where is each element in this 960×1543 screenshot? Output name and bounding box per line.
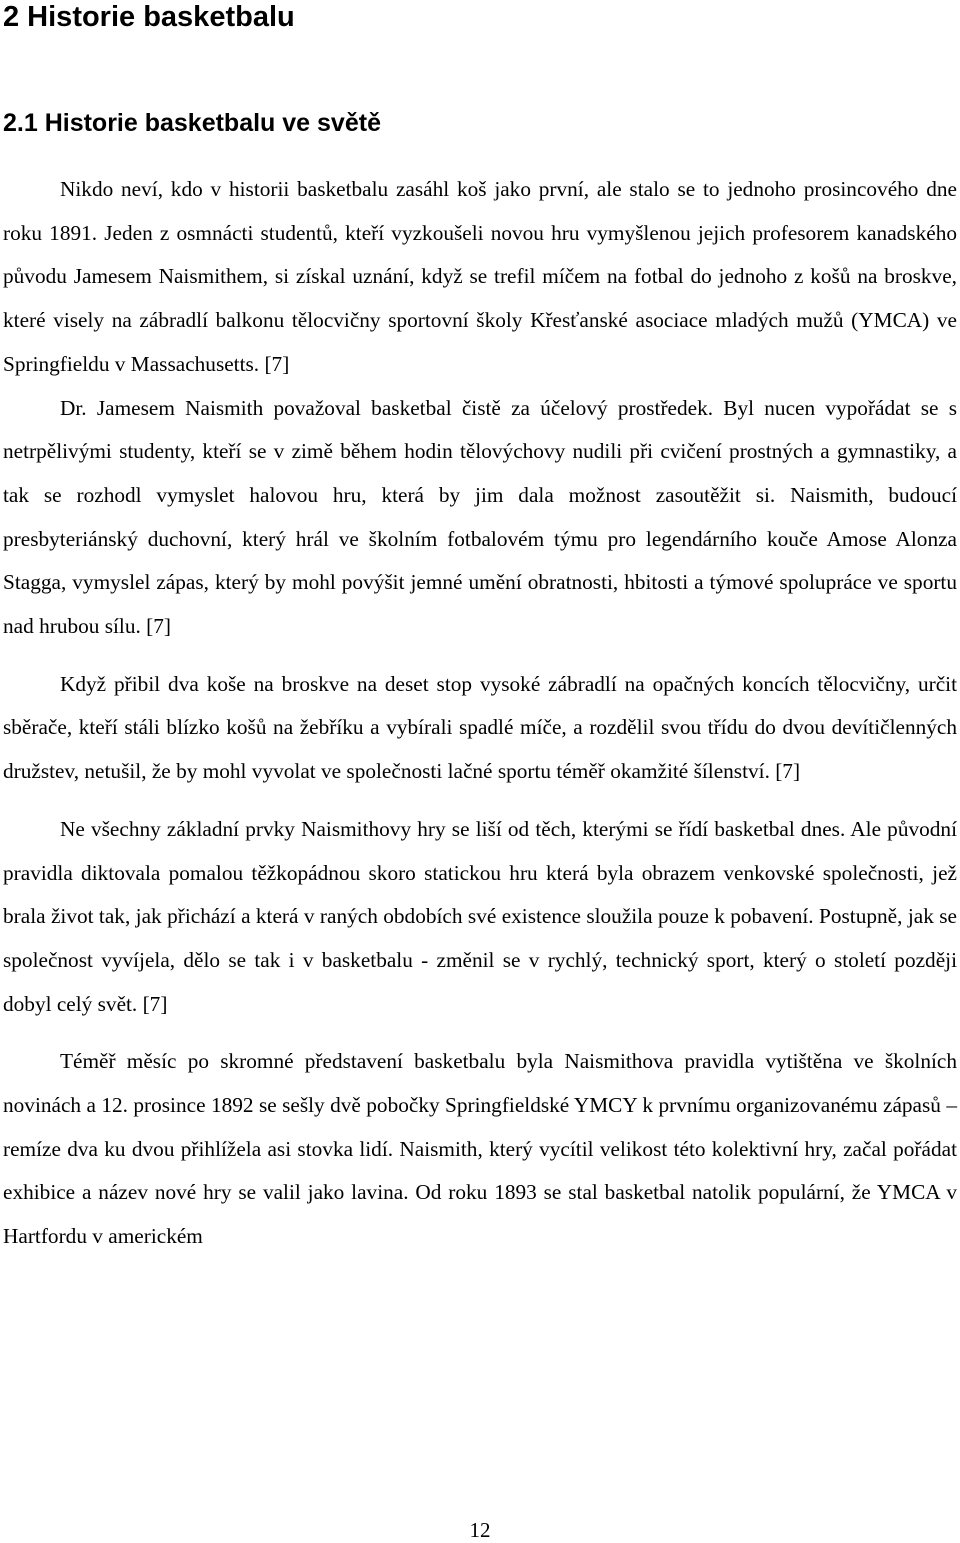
section-heading: 2.1 Historie basketbalu ve světě xyxy=(3,109,381,137)
paragraph-1: Nikdo neví, kdo v historii basketbalu zasáhl koš jako první, ale stalo se to jednoho prosincového dne roku 1891. Jeden z osmnácti studentů, kteří vyzkoušeli novou hru vymyšlenou jejich profesorem kanadského původu Jamesem Naismithem, si získal uznání, když se trefil míčem na fotbal do jednoho z košů na broskve, které visely na zábradlí balkonu tělocvičny sportovní školy Křesťanské asociace mladých mužů (YMCA) ve Springfieldu v Massachusetts. [7] xyxy=(3,177,957,376)
paragraph-4: Ne všechny základní prvky Naismithovy hry se liší od těch, kterými se řídí basketbal dnes. Ale původní pravidla diktovala pomalou těžkopádnou skoro statickou hru která byla obrazem venkovské společnosti, jež brala život tak, jak přichází a která v raných obdobích své existence sloužila pouze k pobavení. Postupně, jak se společnost vyvíjela, dělo se tak i v basketbalu - změnil se v rychlý, technický sport, který o století později dobyl celý svět. [7] xyxy=(3,816,957,1016)
paragraph-5: Téměř měsíc po skromné představení basketbalu byla Naismithova pravidla vytištěna ve školních novinách a 12. prosince 1892 se sešly dvě pobočky Springfieldské YMCY k prvnímu organizovanému zápasů – remíze dva ku dvou přihlížela asi stovka lidí. Naismith, který vycítil velikost této kolektivní hry, začal pořádat exhibice a název nové hry se valil jako lavina. Od roku 1893 se stal basketbal natolik populární, že YMCA v Hartfordu v americkém xyxy=(3,1049,957,1249)
paragraph-3: Když přibil dva koše na broskve na deset stop vysoké zábradlí na opačných koncích tělocvičny, určit sběrače, kteří stáli blízko košů na žebříku a vybírali spadlé míče, a rozdělil svou třídu do dvou devítičlenných družstev, netušil, že by mohl vyvolat ve společnosti lačné sportu téměř okamžité šílenství. [7] xyxy=(3,671,957,784)
paragraph-2: Dr. Jamesem Naismith považoval basketbal čistě za účelový prostředek. Byl nucen vypořádat se s netrpělivými studenty, kteří se v zimě během hodin tělovýchovy nudili při cvičení prostných a gymnastiky, a tak se rozhodl vymyslet halovou hru, která by jim dala možnost zasoutěžit si. Naismith, budoucí presbyteriánský duchovní, který hrál ve školním fotbalovém týmu pro legendárního kouče Amose Alonza Stagga, vymyslel zápas, který by mohl povýšit jemné umění obratnosti, hbitosti a týmové spolupráce ve sportu nad hrubou sílu. [7] xyxy=(3,395,957,639)
chapter-heading: 2 Historie basketbalu xyxy=(3,1,295,33)
page-number: 12 xyxy=(469,1518,491,1542)
